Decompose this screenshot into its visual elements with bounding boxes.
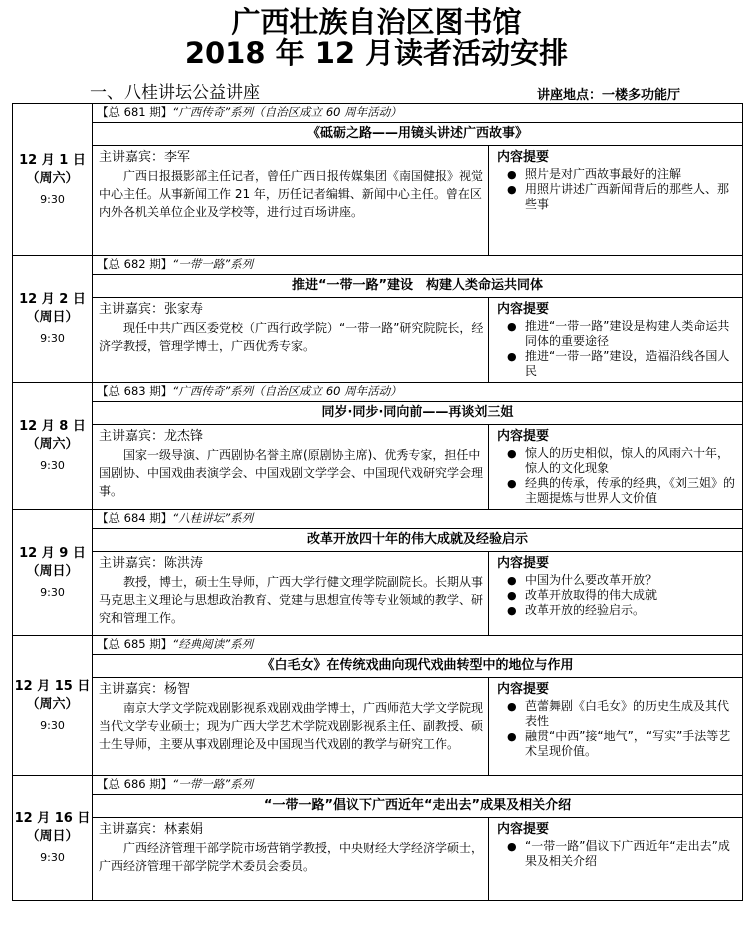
event-time: 9:30 xyxy=(40,585,65,599)
series-name: “广西传奇”系列（自治区成立 60 周年活动） xyxy=(172,384,402,398)
event-series-row xyxy=(13,776,743,795)
speaker-cell xyxy=(93,678,489,776)
event-detail-row xyxy=(13,552,743,636)
event-series-cell xyxy=(93,636,743,655)
event-series-row xyxy=(13,256,743,275)
speaker-name: 主讲嘉宾：林素娟 xyxy=(99,822,204,837)
venue-label: 讲座地点：一楼多功能厅 xyxy=(537,88,681,103)
speaker-name: 主讲嘉宾：李军 xyxy=(99,150,191,165)
bullet-icon: ● xyxy=(507,589,517,602)
summary-heading: 内容提要 xyxy=(497,150,550,165)
event-time: 9:30 xyxy=(40,332,65,345)
bullet-icon: ● xyxy=(507,700,517,713)
event-series-row xyxy=(13,383,743,402)
section-title: 一、八桂讲坛公益讲座 xyxy=(90,83,260,103)
series-issue-number: 【总 682 期】 xyxy=(97,257,173,271)
series-issue-number: 【总 681 期】 xyxy=(97,105,173,119)
summary-point-text: 改革开放取得的伟大成就 xyxy=(525,588,658,602)
summary-heading: 内容提要 xyxy=(497,556,550,571)
summary-point xyxy=(507,319,738,349)
summary-point-text: 用照片讲述广西新闻背后的那些人、那些事 xyxy=(525,182,730,211)
series-name: “八桂讲坛”系列 xyxy=(172,511,254,525)
bullet-icon: ● xyxy=(507,183,517,196)
event-series-cell xyxy=(93,776,743,795)
event-date: 12 月 9 日 xyxy=(19,545,86,561)
event-topic: 同岁·同步·同向前——再谈刘三姐 xyxy=(93,402,743,425)
event-date-cell xyxy=(13,256,93,383)
summary-point-text: 惊人的历史相似，惊人的风雨六十年，惊人的文化现象 xyxy=(525,446,730,475)
event-series-row xyxy=(13,636,743,655)
series-name: “广西传奇”系列（自治区成立 60 周年活动） xyxy=(172,105,402,119)
event-topic: “一带一路”倡议下广西近年“走出去”成果及相关介绍 xyxy=(93,795,743,818)
event-series-cell xyxy=(93,510,743,529)
speaker-cell xyxy=(93,146,489,256)
document-title-line2: 2018 年 12 月读者活动安排 xyxy=(184,36,569,70)
speaker-bio: 现任中共广西区委党校（广西行政学院）“一带一路”研究院院长，经济学教授，管理学博士，广西优秀专家。 xyxy=(99,321,484,353)
summary-heading: 内容提要 xyxy=(497,822,550,837)
summary-heading: 内容提要 xyxy=(497,302,550,317)
summary-cell xyxy=(489,298,743,383)
event-time: 9:30 xyxy=(40,851,65,864)
summary-cell xyxy=(489,818,743,901)
event-detail-row xyxy=(13,425,743,510)
event-date: 12 月 16 日 xyxy=(14,811,91,826)
event-topic-row xyxy=(13,795,743,818)
summary-cell xyxy=(489,146,743,256)
event-topic: 改革开放四十年的伟大成就及经验启示 xyxy=(93,529,743,552)
lecture-schedule-table xyxy=(12,103,743,901)
bullet-icon: ● xyxy=(507,604,517,617)
summary-cell xyxy=(489,425,743,510)
summary-point xyxy=(507,729,738,759)
event-weekday: （周日） xyxy=(26,310,79,325)
event-date: 12 月 1 日 xyxy=(19,152,86,168)
summary-point-text: “一带一路”倡议下广西近年“走出去”成果及相关介绍 xyxy=(525,839,730,868)
event-series-cell xyxy=(93,104,743,123)
summary-point-text: 中国为什么要改革开放？ xyxy=(525,573,658,587)
summary-point-text: 推进“一带一路”建设，造福沿线各国人民 xyxy=(525,349,730,378)
event-detail-row xyxy=(13,298,743,383)
event-topic: 《砥砺之路——用镜头讲述广西故事》 xyxy=(93,123,743,146)
speaker-cell xyxy=(93,425,489,510)
summary-points xyxy=(497,699,738,759)
speaker-cell xyxy=(93,818,489,901)
summary-point xyxy=(507,476,738,506)
summary-point xyxy=(507,603,738,618)
series-issue-number: 【总 683 期】 xyxy=(97,384,173,398)
speaker-cell xyxy=(93,552,489,636)
event-date: 12 月 15 日 xyxy=(14,678,91,694)
bullet-icon: ● xyxy=(507,574,517,587)
series-name: “经典阅读”系列 xyxy=(172,637,254,651)
event-topic: 《白毛女》在传统戏曲向现代戏曲转型中的地位与作用 xyxy=(93,655,743,678)
series-name: “一带一路”系列 xyxy=(172,777,254,791)
bullet-icon: ● xyxy=(507,477,517,490)
summary-point xyxy=(507,182,738,212)
bullet-icon: ● xyxy=(507,730,517,743)
summary-points xyxy=(497,446,738,506)
summary-point-text: 改革开放的经验启示。 xyxy=(525,603,646,617)
summary-heading: 内容提要 xyxy=(497,682,550,697)
speaker-name: 主讲嘉宾：杨智 xyxy=(99,682,191,697)
speaker-cell xyxy=(93,298,489,383)
summary-point xyxy=(507,349,738,379)
summary-points xyxy=(497,839,738,869)
event-series-row xyxy=(13,510,743,529)
speaker-name: 主讲嘉宾：龙杰锋 xyxy=(99,429,204,444)
summary-point xyxy=(507,588,738,603)
speaker-name: 主讲嘉宾：陈洪涛 xyxy=(99,556,204,571)
summary-point xyxy=(507,446,738,476)
summary-cell xyxy=(489,678,743,776)
series-issue-number: 【总 686 期】 xyxy=(97,777,173,791)
event-series-cell xyxy=(93,383,743,402)
event-topic-row xyxy=(13,529,743,552)
event-time: 9:30 xyxy=(40,192,65,206)
summary-cell xyxy=(489,552,743,636)
event-detail-row xyxy=(13,818,743,901)
speaker-bio: 广西日报摄影部主任记者，曾任广西日报传媒集团《南国健报》视觉中心主任。从事新闻工作 21 年，历任记者编辑、新闻中心主任。曾在区内外各机关单位企业及学校等，进行过百场讲座。 xyxy=(99,169,484,219)
summary-points xyxy=(497,573,738,618)
bullet-icon: ● xyxy=(507,350,517,363)
bullet-icon: ● xyxy=(507,320,517,333)
summary-point-text: 经典的传承，传承的经典，《刘三姐》的主题提炼与世界人文价值 xyxy=(525,476,736,505)
event-weekday: （周日） xyxy=(26,563,79,579)
event-weekday: （周六） xyxy=(26,696,79,712)
summary-point-text: 照片是对广西故事最好的注解 xyxy=(525,167,682,181)
event-detail-row xyxy=(13,146,743,256)
speaker-bio: 广西经济管理干部学院市场营销学教授，中央财经大学经济学硕士，广西经济管理干部学院学术委员会委员。 xyxy=(99,841,484,873)
summary-point xyxy=(507,573,738,588)
bullet-icon: ● xyxy=(507,168,517,181)
summary-point-text: 融贯“中西”接“地气”，“写实”手法等艺术呈现价值。 xyxy=(525,729,731,758)
event-date-cell xyxy=(13,510,93,636)
event-topic-row xyxy=(13,655,743,678)
event-date-cell xyxy=(13,104,93,256)
summary-point-text: 推进“一带一路”建设是构建人类命运共同体的重要途径 xyxy=(525,319,730,348)
summary-point xyxy=(507,699,738,729)
event-weekday: （周日） xyxy=(26,829,79,844)
event-date-cell xyxy=(13,636,93,776)
event-series-row xyxy=(13,104,743,123)
series-issue-number: 【总 684 期】 xyxy=(97,511,173,525)
speaker-bio: 南京大学文学院戏剧影视系戏剧戏曲学博士，广西师范大学文学院现当代文学专业硕士；现为广西大学艺术学院戏剧影视系主任、副教授、硕士生导师，主要从事戏剧理论及中国现当代戏剧的教学与研究工作。 xyxy=(99,701,484,751)
event-series-cell xyxy=(93,256,743,275)
event-weekday: （周六） xyxy=(26,437,79,452)
bullet-icon: ● xyxy=(507,840,517,853)
event-topic-row xyxy=(13,123,743,146)
speaker-bio: 教授，博士，硕士生导师，广西大学行健文理学院副院长。长期从事马克思主义理论与思想政治教育、党建与思想宣传等专业领域的教学、研究和管理工作。 xyxy=(99,575,484,625)
series-name: “一带一路”系列 xyxy=(172,257,254,271)
summary-point xyxy=(507,839,738,869)
event-date-cell xyxy=(13,776,93,901)
summary-heading: 内容提要 xyxy=(497,429,550,444)
event-detail-row xyxy=(13,678,743,776)
summary-points xyxy=(497,167,738,212)
summary-point xyxy=(507,167,738,182)
bullet-icon: ● xyxy=(507,447,517,460)
event-date: 12 月 8 日 xyxy=(19,419,86,434)
speaker-bio: 国家一级导演、广西剧协名誉主席(原剧协主席)、优秀专家，担任中国剧协、中国戏曲表演学会、中国戏剧文学学会、中国现代戏研究学会理事。 xyxy=(99,448,484,498)
summary-points xyxy=(497,319,738,379)
series-issue-number: 【总 685 期】 xyxy=(97,637,173,651)
speaker-name: 主讲嘉宾：张家寿 xyxy=(99,302,204,317)
summary-point-text: 芭蕾舞剧《白毛女》的历史生成及其代表性 xyxy=(525,699,730,728)
event-topic-row xyxy=(13,402,743,425)
event-weekday: （周六） xyxy=(26,170,79,186)
document-title-line1: 广西壮族自治区图书馆 xyxy=(231,5,522,39)
event-topic: 推进“一带一路”建设 构建人类命运共同体 xyxy=(93,275,743,298)
event-time: 9:30 xyxy=(40,459,65,472)
event-topic-row xyxy=(13,275,743,298)
event-time: 9:30 xyxy=(40,718,65,732)
event-date-cell xyxy=(13,383,93,510)
event-date: 12 月 2 日 xyxy=(19,292,86,307)
